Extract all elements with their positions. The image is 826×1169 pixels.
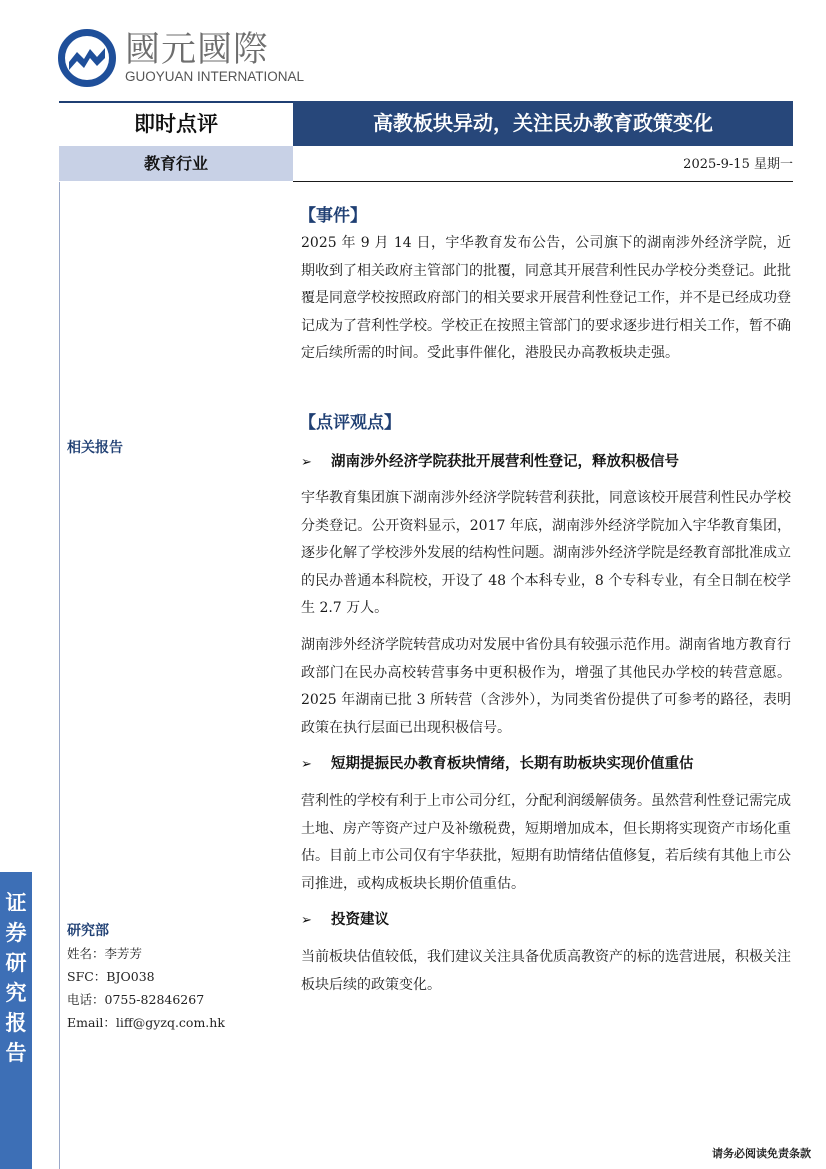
analyst-sfc: SFC：BJO038 [67, 969, 155, 984]
brand-name-en: GUOYUAN INTERNATIONAL [125, 69, 305, 84]
sidebar-divider [59, 182, 60, 1169]
report-title: 高教板块异动，关注民办教育政策变化 [373, 111, 713, 135]
brand-name-cn: 國元國際 [125, 30, 270, 70]
analyst-email: Email：liff@gyzq.com.hk [67, 1015, 225, 1030]
bullet-1-text: 湖南涉外经济学院获批开展营利性登记，释放积极信号 [331, 453, 679, 470]
report-date: 2025-9-15 星期一 [683, 157, 793, 172]
arrow-right-icon: ➢ [301, 455, 312, 470]
report-type: 即时点评 [134, 111, 218, 136]
industry-label: 教育行业 [143, 154, 208, 173]
bullet-1 [301, 452, 679, 473]
vertical-label-char: 研 [5, 951, 27, 975]
related-reports-label: 相关报告 [67, 440, 123, 456]
vertical-label-char: 证 [5, 891, 27, 915]
bullet-3-text: 投资建议 [331, 911, 389, 928]
guoyuan-logo-icon [57, 28, 117, 88]
paragraph-1: 宇华教育集团旗下湖南涉外经济学院转营利获批，同意该校开展营利性民办学校分类登记。公开资料显示，2017 年底，湖南涉外经济学院加入宇华教育集团，逐步化解了学校涉外发展的结构性问题。湖南涉外经济学院是经教育部批准成立的民办普通本科院校，开设了 48 个本科专业，8 个专科专业，有全日制在校学生 2.7 万人。 [301, 490, 791, 616]
brand-logo [57, 28, 305, 88]
paragraph-4: 当前板块估值较低，我们建议关注具备优质高教资产的标的选营进展，积极关注板块后续的政策变化。 [301, 949, 791, 993]
paragraph-2: 湖南涉外经济学院转营成功对发展中省份具有较强示范作用。湖南省地方教育行政部门在民办高校转营事务中更积极作为，增强了其他民办学校的转营意愿。2025 年湖南已批 3 所转营（含涉外），为同类省份提供了可参考的路径，表明政策在执行层面已出现积极信号。 [301, 637, 791, 736]
disclaimer-link[interactable]: 请务必阅读免责条款 [712, 1147, 811, 1160]
vertical-label-char: 告 [5, 1041, 27, 1065]
vertical-label [0, 888, 32, 1068]
paragraph-3: 营利性的学校有利于上市公司分红，分配利润缓解债务。虽然营利性登记需完成土地、房产等资产过户及补缴税费，短期增加成本，但长期将实现资产市场化重估。目前上市公司仅有宇华获批，短期有助情绪估值修复，若后续有其他上市公司推进，或构成板块长期价值重估。 [301, 793, 791, 892]
bullet-2-text: 短期提振民办教育板块情绪，长期有助板块实现价值重估 [331, 755, 694, 772]
bullet-2 [301, 754, 694, 775]
bullet-3 [301, 910, 389, 931]
arrow-right-icon: ➢ [301, 913, 312, 928]
analyst-name: 姓名：李芳芳 [67, 946, 143, 961]
arrow-right-icon: ➢ [301, 757, 312, 772]
header-divider [293, 181, 793, 182]
event-heading: 【事件】 [299, 206, 367, 226]
vertical-label-char: 券 [5, 921, 27, 945]
event-paragraph: 2025 年 9 月 14 日，宇华教育发布公告，公司旗下的湖南涉外经济学院，近期收到了相关政府主管部门的批覆，同意其开展营利性民办学校分类登记。此批覆是同意学校按照政府部门的相关要求开展营利性登记工作，并不是已经成功登记成为了营利性学校。学校正在按照主管部门的要求逐步进行相关工作，暂不确定后续所需的时间。受此事件催化，港股民办高教板块走强。 [301, 235, 791, 361]
analyst-phone: 电话：0755-82846267 [67, 992, 205, 1007]
department-label: 研究部 [67, 923, 109, 939]
comment-heading: 【点评观点】 [299, 413, 401, 433]
vertical-label-char: 报 [5, 1011, 27, 1035]
vertical-label-char: 究 [5, 981, 27, 1005]
